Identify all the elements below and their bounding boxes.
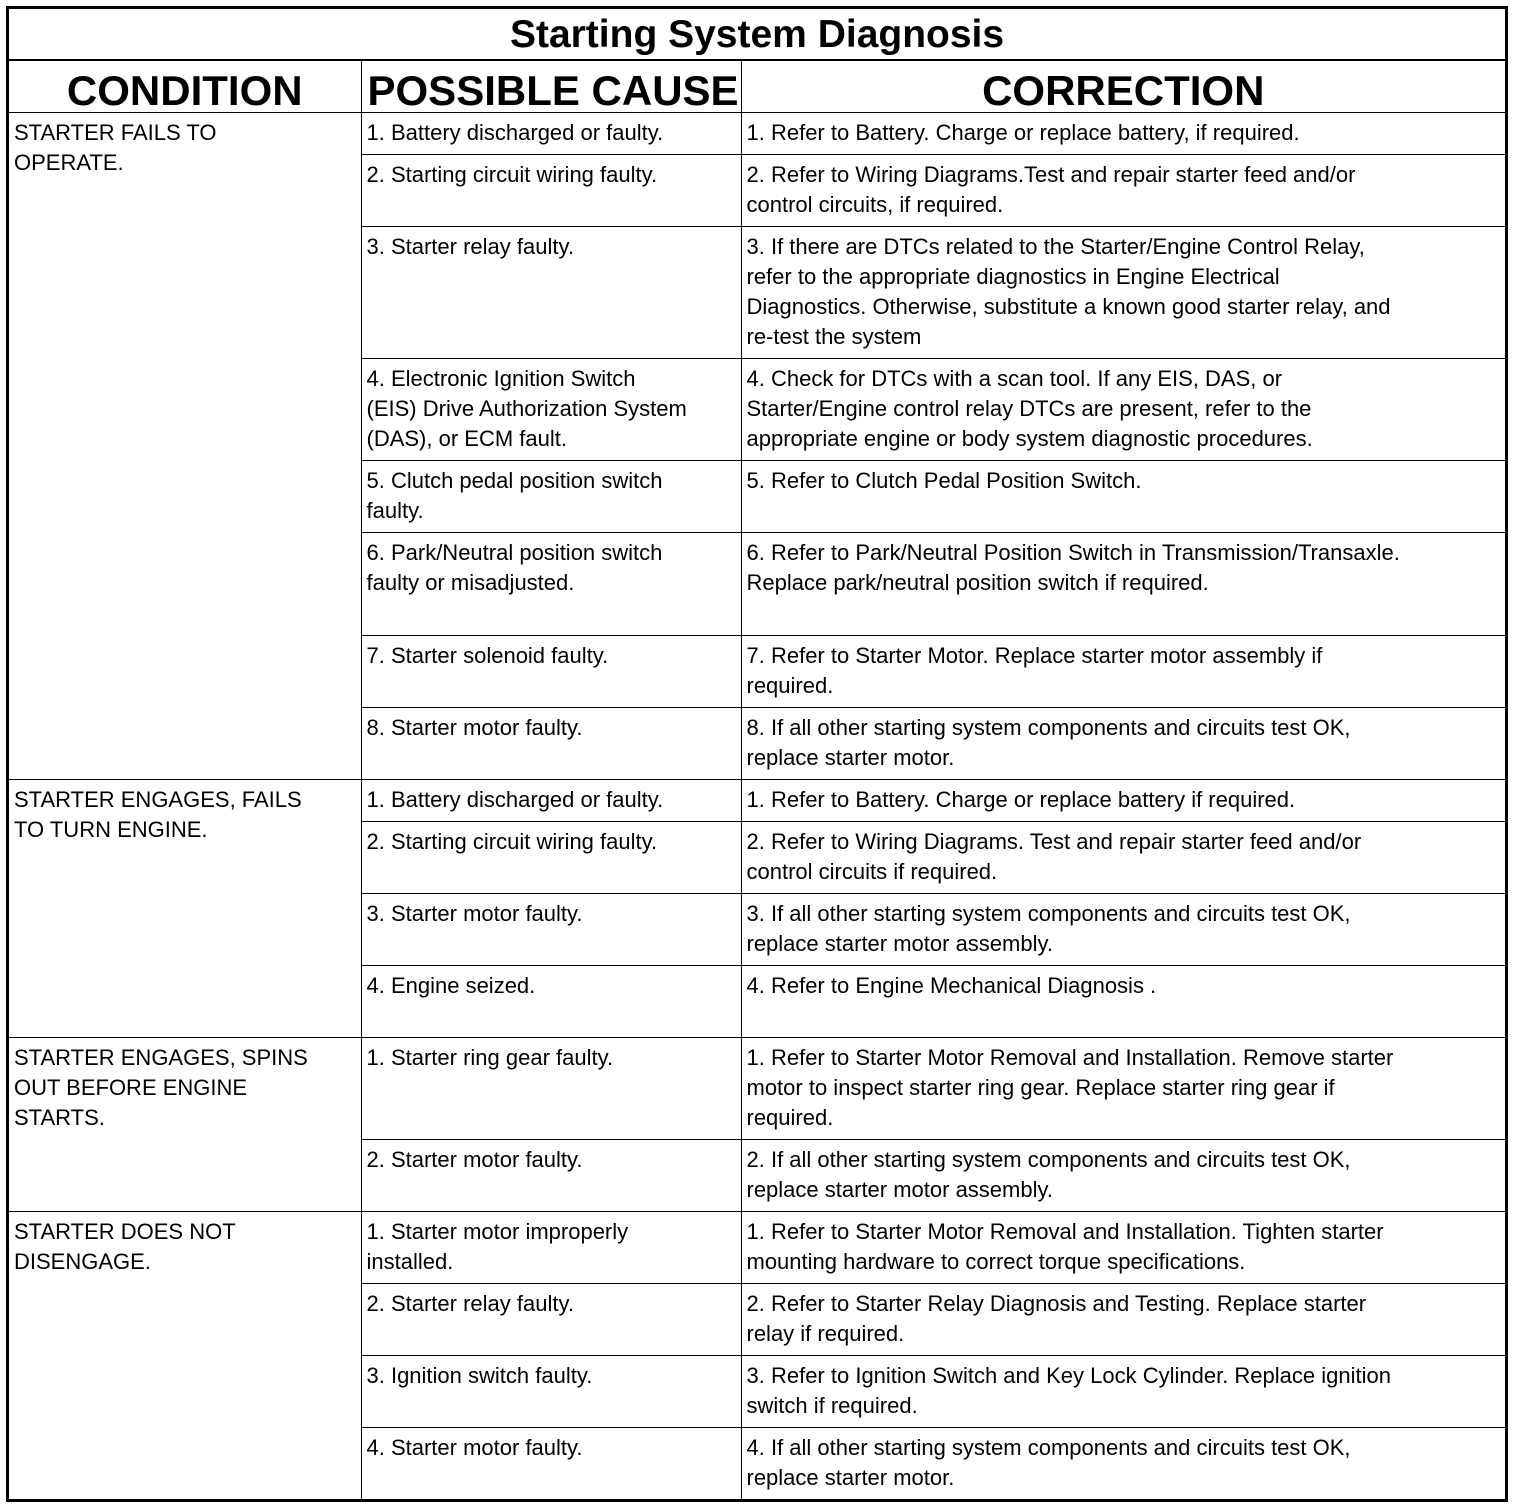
table-title: Starting System Diagnosis [9,9,1505,60]
correction-text: relay if required. [746,1321,905,1346]
correction-text: motor to inspect starter ring gear. Replace starter ring gear if [746,1075,1335,1100]
correction-text: refer to the appropriate diagnostics in Engine Electrical [746,264,1280,289]
correction-cell [741,533,1505,636]
possible-cause-cell [361,533,741,636]
possible-cause-text: 1. Starter ring gear faulty. [366,1045,614,1070]
possible-cause-cell [361,708,741,780]
possible-cause-text: 7. Starter solenoid faulty. [366,643,609,668]
correction-text: appropriate engine or body system diagnostic procedures. [746,426,1313,451]
possible-cause-cell [361,1140,741,1212]
possible-cause-text: 3. Starter motor faulty. [366,901,583,926]
table-row [9,113,1505,155]
correction-text: 7. Refer to Starter Motor. Replace starter motor assembly if [746,643,1323,668]
possible-cause-text: 2. Starting circuit wiring faulty. [366,829,658,854]
possible-cause-text: 2. Starting circuit wiring faulty. [366,162,658,187]
condition-text: STARTS. [14,1105,105,1130]
correction-text: control circuits, if required. [746,192,1004,217]
condition-cell [9,1038,361,1212]
possible-cause-cell [361,227,741,359]
correction-cell [741,1212,1505,1284]
possible-cause-text: 4. Starter motor faulty. [366,1435,583,1460]
condition-cell [9,113,361,780]
correction-cell [741,822,1505,894]
possible-cause-cell [361,1038,741,1140]
correction-text: required. [746,1105,834,1130]
correction-text: replace starter motor assembly. [746,931,1053,956]
table-row [9,1212,1505,1284]
correction-text: 3. If all other starting system components and circuits test OK, [746,901,1351,926]
correction-text: re-test the system [746,324,922,349]
correction-cell [741,636,1505,708]
possible-cause-text: 4. Engine seized. [366,973,536,998]
correction-cell [741,894,1505,966]
correction-text: 3. Refer to Ignition Switch and Key Lock Cylinder. Replace ignition [746,1363,1391,1388]
condition-text: TO TURN ENGINE. [14,817,208,842]
possible-cause-text: 6. Park/Neutral position switch [366,540,663,565]
possible-cause-cell [361,155,741,227]
correction-cell [741,780,1505,822]
correction-cell [741,708,1505,780]
possible-cause-cell [361,461,741,533]
correction-text: Starter/Engine control relay DTCs are present, refer to the [746,396,1312,421]
possible-cause-cell [361,113,741,155]
correction-text: 2. If all other starting system components and circuits test OK, [746,1147,1351,1172]
correction-cell [741,1356,1505,1428]
correction-text: 5. Refer to Clutch Pedal Position Switch. [746,468,1142,493]
possible-cause-text: 3. Ignition switch faulty. [366,1363,593,1388]
correction-cell [741,1140,1505,1212]
correction-text: 1. Refer to Starter Motor Removal and Installation. Tighten starter [746,1219,1384,1244]
condition-cell [9,780,361,1038]
correction-text: 2. Refer to Starter Relay Diagnosis and Testing. Replace starter [746,1291,1367,1316]
correction-cell [741,359,1505,461]
correction-text: 6. Refer to Park/Neutral Position Switch in Transmission/Transaxle. [746,540,1400,565]
correction-text: required. [746,673,834,698]
possible-cause-text: 3. Starter relay faulty. [366,234,574,259]
condition-cell [9,1212,361,1500]
possible-cause-text: 8. Starter motor faulty. [366,715,583,740]
possible-cause-text: 4. Electronic Ignition Switch [366,366,636,391]
correction-text: 1. Refer to Starter Motor Removal and Installation. Remove starter [746,1045,1394,1070]
correction-text: 1. Refer to Battery. Charge or replace battery if required. [746,787,1296,812]
correction-cell [741,1284,1505,1356]
correction-text: 4. Refer to Engine Mechanical Diagnosis . [746,973,1157,998]
possible-cause-cell [361,1284,741,1356]
correction-cell [741,461,1505,533]
correction-cell [741,1038,1505,1140]
correction-text: 8. If all other starting system components and circuits test OK, [746,715,1351,740]
possible-cause-text: (DAS), or ECM fault. [366,426,567,451]
condition-text: STARTER DOES NOT [14,1219,236,1244]
correction-text: replace starter motor assembly. [746,1177,1053,1202]
correction-cell [741,1428,1505,1500]
header-condition: CONDITION [9,60,361,113]
diagnosis-table [9,9,1505,1500]
possible-cause-cell [361,780,741,822]
table-row [9,780,1505,822]
possible-cause-text: 2. Starter motor faulty. [366,1147,583,1172]
diagnosis-sheet [6,6,1508,1502]
possible-cause-text: installed. [366,1249,454,1274]
possible-cause-cell [361,822,741,894]
possible-cause-text: faulty. [366,498,424,523]
correction-text: 3. If there are DTCs related to the Starter/Engine Control Relay, [746,234,1365,259]
possible-cause-text: 1. Battery discharged or faulty. [366,120,664,145]
correction-text: Replace park/neutral position switch if required. [746,570,1209,595]
table-row [9,1038,1505,1140]
correction-text: 2. Refer to Wiring Diagrams. Test and repair starter feed and/or [746,829,1362,854]
possible-cause-cell [361,894,741,966]
table-body [9,113,1505,1500]
correction-cell [741,227,1505,359]
correction-text: switch if required. [746,1393,918,1418]
correction-text: Diagnostics. Otherwise, substitute a known good starter relay, and [746,294,1391,319]
correction-text: mounting hardware to correct torque specifications. [746,1249,1246,1274]
possible-cause-cell [361,1356,741,1428]
correction-text: 1. Refer to Battery. Charge or replace battery, if required. [746,120,1300,145]
correction-text: control circuits if required. [746,859,998,884]
possible-cause-cell [361,966,741,1038]
possible-cause-text: 5. Clutch pedal position switch [366,468,663,493]
condition-text: OUT BEFORE ENGINE [14,1075,248,1100]
condition-text: STARTER ENGAGES, FAILS [14,787,302,812]
possible-cause-cell [361,359,741,461]
possible-cause-text: faulty or misadjusted. [366,570,575,595]
correction-text: replace starter motor. [746,1465,955,1490]
condition-text: OPERATE. [14,150,124,175]
possible-cause-text: 1. Battery discharged or faulty. [366,787,664,812]
correction-text: 4. If all other starting system components and circuits test OK, [746,1435,1351,1460]
condition-text: STARTER ENGAGES, SPINS [14,1045,308,1070]
header-correction: CORRECTION [741,60,1505,113]
correction-text: 4. Check for DTCs with a scan tool. If any EIS, DAS, or [746,366,1283,391]
possible-cause-text: 1. Starter motor improperly [366,1219,629,1244]
correction-cell [741,155,1505,227]
possible-cause-text: 2. Starter relay faulty. [366,1291,574,1316]
correction-cell [741,966,1505,1038]
correction-cell [741,113,1505,155]
condition-text: STARTER FAILS TO [14,120,217,145]
possible-cause-cell [361,1212,741,1284]
possible-cause-text: (EIS) Drive Authorization System [366,396,687,421]
correction-text: replace starter motor. [746,745,955,770]
correction-text: 2. Refer to Wiring Diagrams.Test and repair starter feed and/or [746,162,1356,187]
possible-cause-cell [361,1428,741,1500]
possible-cause-cell [361,636,741,708]
header-possible-cause: POSSIBLE CAUSE [361,60,741,113]
condition-text: DISENGAGE. [14,1249,151,1274]
